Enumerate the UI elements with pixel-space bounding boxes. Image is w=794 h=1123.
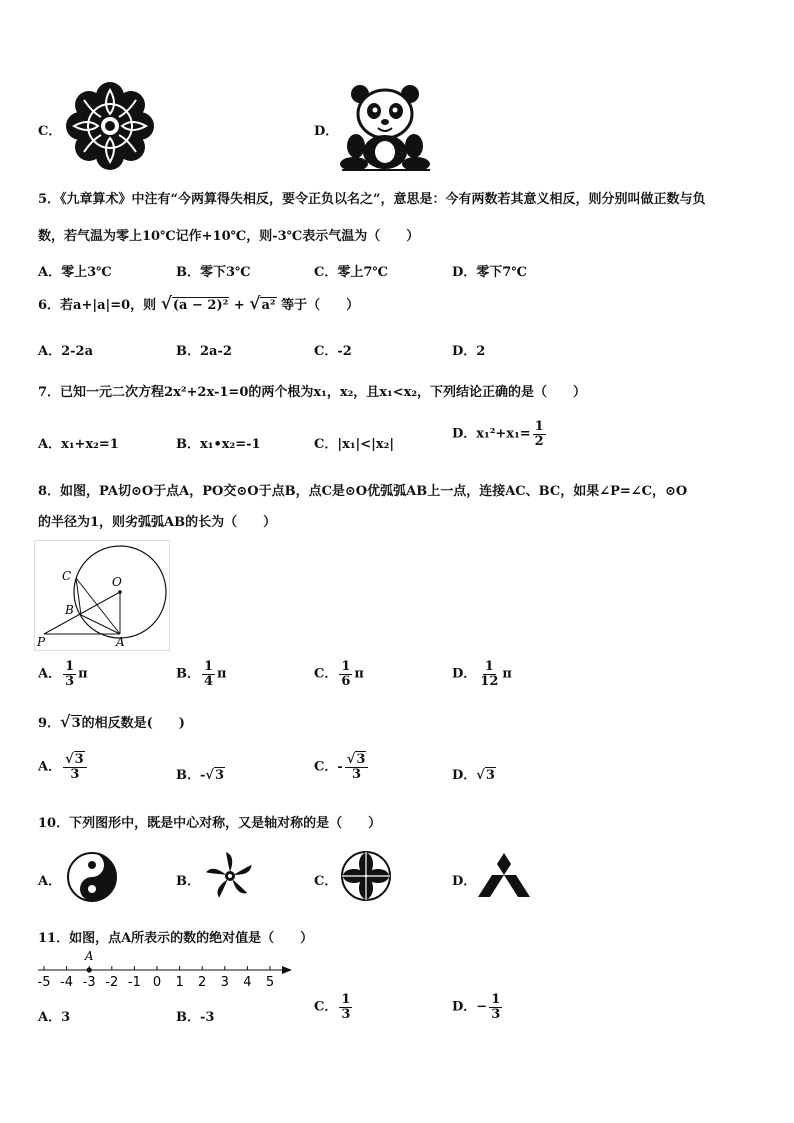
figure-label-c: C bbox=[62, 569, 72, 583]
number-line-tick-label: -4 bbox=[60, 975, 74, 990]
point-a-marker bbox=[87, 967, 92, 972]
q5-stem-line2: 数，若气温为零上10℃记作+10℃，则-3℃表示气温为（ ） bbox=[38, 229, 420, 244]
number-line-tick-label: -2 bbox=[105, 975, 119, 990]
q11-option-a[interactable]: A．3 bbox=[38, 1010, 71, 1025]
figure-label-o: O bbox=[112, 575, 122, 589]
q9-option-a[interactable]: A． $\frac{√3}{3}$ bbox=[38, 753, 89, 781]
number-line-tick-label: 0 bbox=[152, 975, 162, 990]
q9-option-b[interactable]: B．-√3 bbox=[176, 768, 224, 783]
q7-option-c[interactable]: C．|x₁|<|x₂| bbox=[314, 437, 395, 452]
four-petal-circle-icon bbox=[340, 850, 392, 902]
q6-option-b[interactable]: B．2a-2 bbox=[176, 344, 232, 359]
q5-stem-line1: 5．《九章算术》中注有“今两算得失相反，要令正负以名之”，意思是：今有两数若其意义相反，则分别叫做正数与负 bbox=[38, 192, 706, 207]
q4-option-c-label: C． bbox=[38, 124, 62, 139]
number-line bbox=[34, 948, 298, 990]
panda-icon bbox=[340, 84, 432, 174]
q8-option-c[interactable]: C． $\frac{1}{6}$ π bbox=[314, 659, 364, 689]
q11-option-b[interactable]: B．-3 bbox=[176, 1010, 215, 1025]
number-line-tick-label: -1 bbox=[127, 975, 141, 990]
q10-option-d[interactable]: D． bbox=[452, 874, 477, 889]
number-line-tick-label: -5 bbox=[37, 975, 51, 990]
q6-option-c[interactable]: C．-2 bbox=[314, 344, 352, 359]
q5-option-b[interactable]: B．零下3℃ bbox=[176, 265, 251, 280]
q11-stem: 11．如图，点A所表示的数的绝对值是（ ） bbox=[38, 931, 314, 946]
q6-stem: 6．若a+|a|=0，则 √(a − 2)² + √a² 等于（ ） bbox=[38, 294, 360, 314]
point-a-label: A bbox=[84, 949, 94, 963]
number-line-tick-label: 4 bbox=[243, 975, 252, 990]
number-line-tick-label: 3 bbox=[220, 975, 229, 990]
q6-option-a[interactable]: A．2-2a bbox=[38, 344, 94, 359]
q9-option-c[interactable]: C．- $\frac{√3}{3}$ bbox=[314, 753, 370, 781]
q11-option-d[interactable]: D．− $\frac{1}{3}$ bbox=[452, 992, 501, 1022]
q10-stem: 10．下列图形中，既是中心对称，又是轴对称的是（ ） bbox=[38, 816, 382, 831]
q8-option-b[interactable]: B． $\frac{1}{4}$ π bbox=[176, 659, 227, 689]
three-diamonds-icon bbox=[478, 851, 530, 899]
q8-geometry-figure bbox=[34, 540, 174, 652]
q7-option-d[interactable]: D．x₁²+x₁= $\frac{1}{2}$ bbox=[452, 419, 544, 449]
number-line-tick-label: 5 bbox=[265, 975, 275, 990]
q6-option-d[interactable]: D．2 bbox=[452, 344, 486, 359]
q5-option-c[interactable]: C．零上7℃ bbox=[314, 265, 388, 280]
q8-stem-line1: 8．如图，PA切⊙O于点A，PO交⊙O于点B，点C是⊙O优弧弧AB上一点，连接AC、BC，如果∠P=∠C，⊙O bbox=[38, 484, 688, 499]
yin-yang-icon bbox=[66, 851, 118, 903]
q9-option-d[interactable]: D．√3 bbox=[452, 768, 495, 783]
flower-icon bbox=[62, 80, 158, 172]
q7-option-a[interactable]: A．x₁+x₂=1 bbox=[38, 437, 119, 452]
q11-option-c[interactable]: C． $\frac{1}{3}$ bbox=[314, 992, 351, 1022]
figure-label-p: P bbox=[37, 635, 46, 649]
q5-option-a[interactable]: A．零上3℃ bbox=[38, 265, 112, 280]
number-line-arrow bbox=[282, 966, 292, 974]
q7-stem: 7．已知一元二次方程2x²+2x-1=0的两个根为x₁，x₂，且x₁<x₂，下列结论正确的是（ ） bbox=[38, 385, 587, 400]
q8-stem-line2: 的半径为1，则劣弧弧AB的长为（ ） bbox=[38, 515, 277, 530]
number-line-tick-label: -3 bbox=[82, 975, 96, 990]
q10-option-b[interactable]: B． bbox=[176, 874, 200, 889]
q6-radicand-2: a² bbox=[261, 298, 276, 313]
number-line-tick-label: 1 bbox=[175, 975, 184, 990]
q7-option-b[interactable]: B．x₁•x₂=-1 bbox=[176, 437, 261, 452]
figure-label-a: A bbox=[116, 635, 125, 649]
q4-option-d-label: D． bbox=[314, 124, 339, 139]
q9-stem: 9．√3的相反数是( ) bbox=[38, 712, 185, 731]
pinwheel-icon bbox=[204, 850, 256, 902]
q5-option-d[interactable]: D．零下7℃ bbox=[452, 265, 527, 280]
q10-option-a[interactable]: A． bbox=[38, 874, 62, 889]
q6-radicand-1: (a − 2)² bbox=[172, 298, 229, 313]
number-line-tick-label: 2 bbox=[198, 975, 207, 990]
q8-option-d[interactable]: D． $\frac{1}{12}$ π bbox=[452, 659, 512, 689]
q10-option-c[interactable]: C． bbox=[314, 874, 338, 889]
figure-label-b: B bbox=[65, 603, 74, 617]
q8-option-a[interactable]: A． $\frac{1}{3}$ π bbox=[38, 659, 88, 689]
